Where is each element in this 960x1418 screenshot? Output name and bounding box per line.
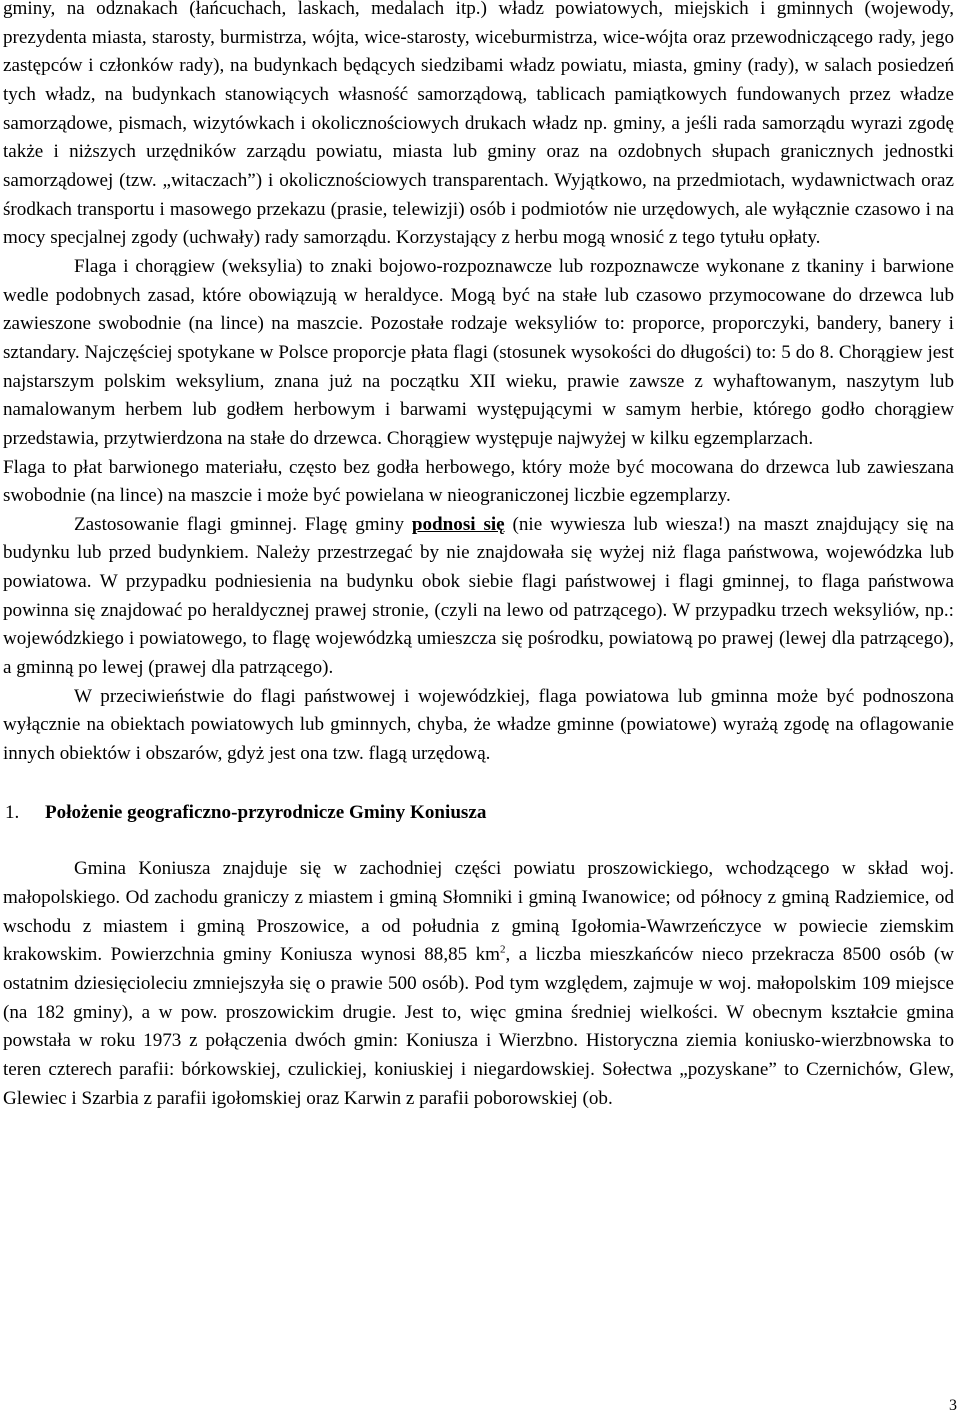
- section-title: Położenie geograficzno-przyrodnicze Gminy Koniusza: [45, 801, 487, 823]
- emphasis-text: podnosi się: [411, 513, 505, 535]
- text-run: (nie wywiesza lub wiesza!) na maszt znajdujący się na budynku lub przed budynkiem. Należy przestrzegać by nie znajdowała się wyżej niż flaga państwowa, wojewódzka lub powiatowa. W przypadku podniesienia na budynku obok siebie flagi państwowej i flagi gminnej, to flaga państwowa powinna się znajdować po heraldycznej prawej stronie, (czyli na lewo od patrzącego). W przypadku trzech weksyliów, np.: wojewódzkiego i powiatowego, to flagę wojewódzką umieszcza się pośrodku, powiatową po prawej (lewej dla patrzącego), a gminną po lewej (prawej dla patrzącego).: [3, 513, 954, 679]
- paragraph-geography: [3, 855, 954, 1113]
- document-page: [3, 0, 954, 1113]
- text-run: Gmina Koniusza znajduje się w zachodniej części powiatu proszowickiego, wchodzącego w skład woj. małopolskiego. Od zachodu graniczy z miastem i gminą Słomniki i gminą Iwanowice; od północy z gminą Radziemice, od wschodu z miastem i gminą Proszowice, a od południa z gminą Igołomia-Wawrzeńczyce w powiecie ziemskim krakowskim. Powierzchnia gminy Koniusza wynosi 88,85 km: [3, 858, 954, 966]
- section-heading: [3, 799, 954, 828]
- paragraph-flaga-definition: Flaga to płat barwionego materiału, często bez godła herbowego, który może być mocowana do drzewca lub zawieszana swobodnie (na lince) na maszcie i może być powielana w nieograniczonej liczbie egzemplarzy.: [3, 456, 954, 507]
- paragraph-flaga-choragiew: Flaga i chorągiew (weksylia) to znaki bojowo-rozpoznawcze lub rozpoznawcze wykonane z tkaniny i barwione wedle podobnych zasad, które obowiązują w heraldyce. Mogą być na stałe lub czasowo przymocowane do drzewca lub zawieszone swobodnie (na lince) na maszcie. Pozostałe rodzaje weksyliów to: proporce, proporczyki, bandery, banery i sztandary. Najczęściej spotykane w Polsce proporcje płata flagi (stosunek wysokości do długości) to: 5 do 8. Chorągiew jest najstarszym polskim weksylium, znana już na początku XII wieku, prawie zawsze z wyhaftowanym, naszytym lub namalowanym herbem lub godłem herbowym i barwami występującymi w samym herbie, którego godło chorągiew przedstawia, przytwierdzona na stałe do drzewca. Chorągiew występuje najwyżej w kilku egzemplarzach.: [3, 255, 954, 449]
- paragraph-flaga-official: W przeciwieństwie do flagi państwowej i wojewódzkiej, flaga powiatowa lub gminna może być podnoszona wyłącznie na obiektach powiatowych lub gminnych, chyba, że władze gminne (powiatowe) wyrażą zgodę na oflagowanie innych obiektów i obszarów, gdyż jest ona tzw. flagą urzędową.: [3, 685, 954, 765]
- paragraph-herb-usage: gminy, na odznakach (łańcuchach, laskach, medalach itp.) władz powiatowych, miejskich i gminnych (wojewody, prezydenta miasta, starosty, burmistrza, wójta, wice-starosty, wiceburmistrza, wice-wójta oraz przewodniczącego rady, jego zastępców i członków rady), na budynkach będących siedzibami władz powiatu, miasta, gminy (rady), w salach posiedzeń tych władz, na budynkach stanowiących własność samorządową, tablicach pamiątkowych fundowanych przez władze samorządowe, pismach, wizytówkach i okolicznościowych drukach władz np. gminy, a jeśli rada samorządu wyrazi zgodę także i niższych urzędników zarządu powiatu, miasta lub gminy oraz na ozdobnych słupach granicznych jednostki samorządowej (tzw. „witaczach”) i okolicznościowych transparentach. Wyjątkowo, na przedmiotach, wydawnictwach oraz środkach transportu i masowego przekazu (prasie, telewizji) osób i podmiotów nie urzędowych, ale wyłącznie czasowo i na mocy specjalnej zgody (uchwały) rady samorządu. Korzystający z herbu mogą wnosić z tego tytułu opłaty.: [3, 0, 954, 249]
- page-number: 3: [949, 1397, 957, 1414]
- text-run: , a liczba mieszkańców nieco przekracza 8500 osób (w ostatnim dziesięcioleciu zmniejszyła się o prawie 500 osób). Pod tym względem, zajmuje w woj. małopolskim 109 miejsce (na 182 gminy), a w pow. proszowickim drugie. Jest to, więc gmina średniej wielkości. W obecnym kształcie gmina powstała w roku 1973 z połączenia dwóch gmin: Koniusza i Wierzbno. Historyczna ziemia koniusko-wierzbnowska to teren czterech parafii: bórkowskiej, czulickiej, koniuskiej i niegardowskiej. Sołectwa „pozyskane” to Czernichów, Glew, Glewiec i Szarbia z parafii igołomskiej oraz Karwin z parafii poborowskiej (ob.: [3, 944, 954, 1109]
- text-run: Zastosowanie flagi gminnej. Flagę gminy: [74, 513, 412, 535]
- paragraph-flaga-usage: [3, 511, 954, 683]
- section-number: 1.: [5, 801, 20, 823]
- superscript: 2: [500, 943, 506, 956]
